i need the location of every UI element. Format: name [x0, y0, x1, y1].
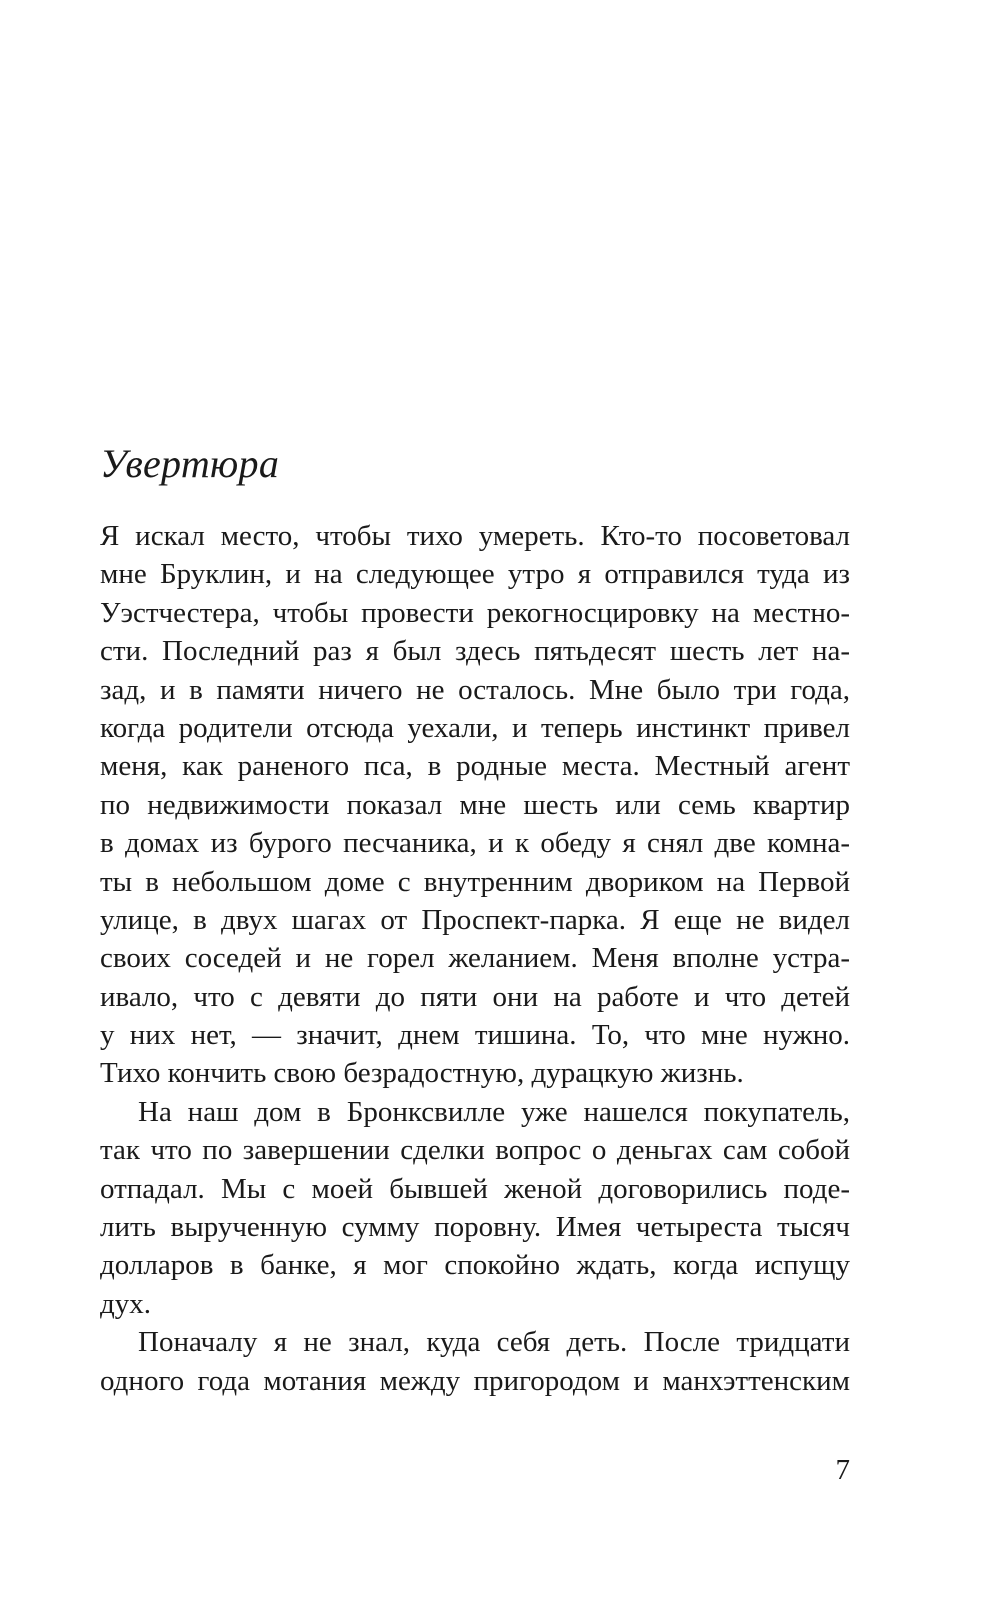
- text-line: зад, и в памяти ничего не осталось. Мне было три года,: [100, 673, 850, 706]
- text-line: лить вырученную сумму поровну. Имея четыреста тысяч: [100, 1211, 850, 1244]
- text-line: своих соседей и не горел желанием. Меня вполне устра-: [100, 942, 850, 975]
- text-line: дух.: [100, 1287, 152, 1320]
- text-line: Я искал место, чтобы тихо умереть. Кто-то посоветовал: [100, 520, 850, 552]
- text-line: меня, как раненого пса, в родные места. Местный агент: [100, 750, 850, 783]
- text-line: ты в небольшом доме с внутренним двориком на Первой: [100, 865, 850, 898]
- text-line: сти. Последний раз я был здесь пятьдесят шесть лет на-: [100, 635, 850, 668]
- text-line: Уэстчестера, чтобы провести рекогносцировку на местно-: [100, 596, 850, 629]
- text-line: у них нет, — значит, днем тишина. То, что мне нужно.: [100, 1019, 850, 1052]
- text-line: одного года мотания между пригородом и манхэттенским: [100, 1364, 850, 1397]
- text-line: Поначалу я не знал, куда себя деть. После тридцати: [138, 1326, 850, 1359]
- text-line: ивало, что с девяти до пяти они на работе и что детей: [100, 980, 850, 1013]
- text-line: в домах из бурого песчаника, и к обеду я снял две комна-: [100, 827, 850, 860]
- text-line: отпадал. Мы с моей бывшей женой договорились поде-: [100, 1172, 850, 1205]
- text-line: так что по завершении сделки вопрос о деньгах сам собой: [100, 1134, 850, 1167]
- text-line: На наш дом в Бронксвилле уже нашелся покупатель,: [138, 1095, 850, 1128]
- text-line: по недвижимости показал мне шесть или семь квартир: [100, 788, 850, 821]
- text-line: долларов в банке, я мог спокойно ждать, когда испущу: [100, 1249, 850, 1282]
- text-line: мне Бруклин, и на следующее утро я отправился туда из: [100, 558, 850, 591]
- chapter-title: Увертюра: [100, 441, 280, 486]
- text-line: улице, в двух шагах от Проспект-парка. Я еще не видел: [100, 903, 850, 936]
- text-line: когда родители отсюда уехали, и теперь инстинкт привел: [100, 711, 850, 744]
- body-text: [100, 517, 850, 1400]
- text-line: Тихо кончить свою безрадостную, дурацкую жизнь.: [100, 1057, 744, 1090]
- page-number: 7: [835, 1454, 850, 1486]
